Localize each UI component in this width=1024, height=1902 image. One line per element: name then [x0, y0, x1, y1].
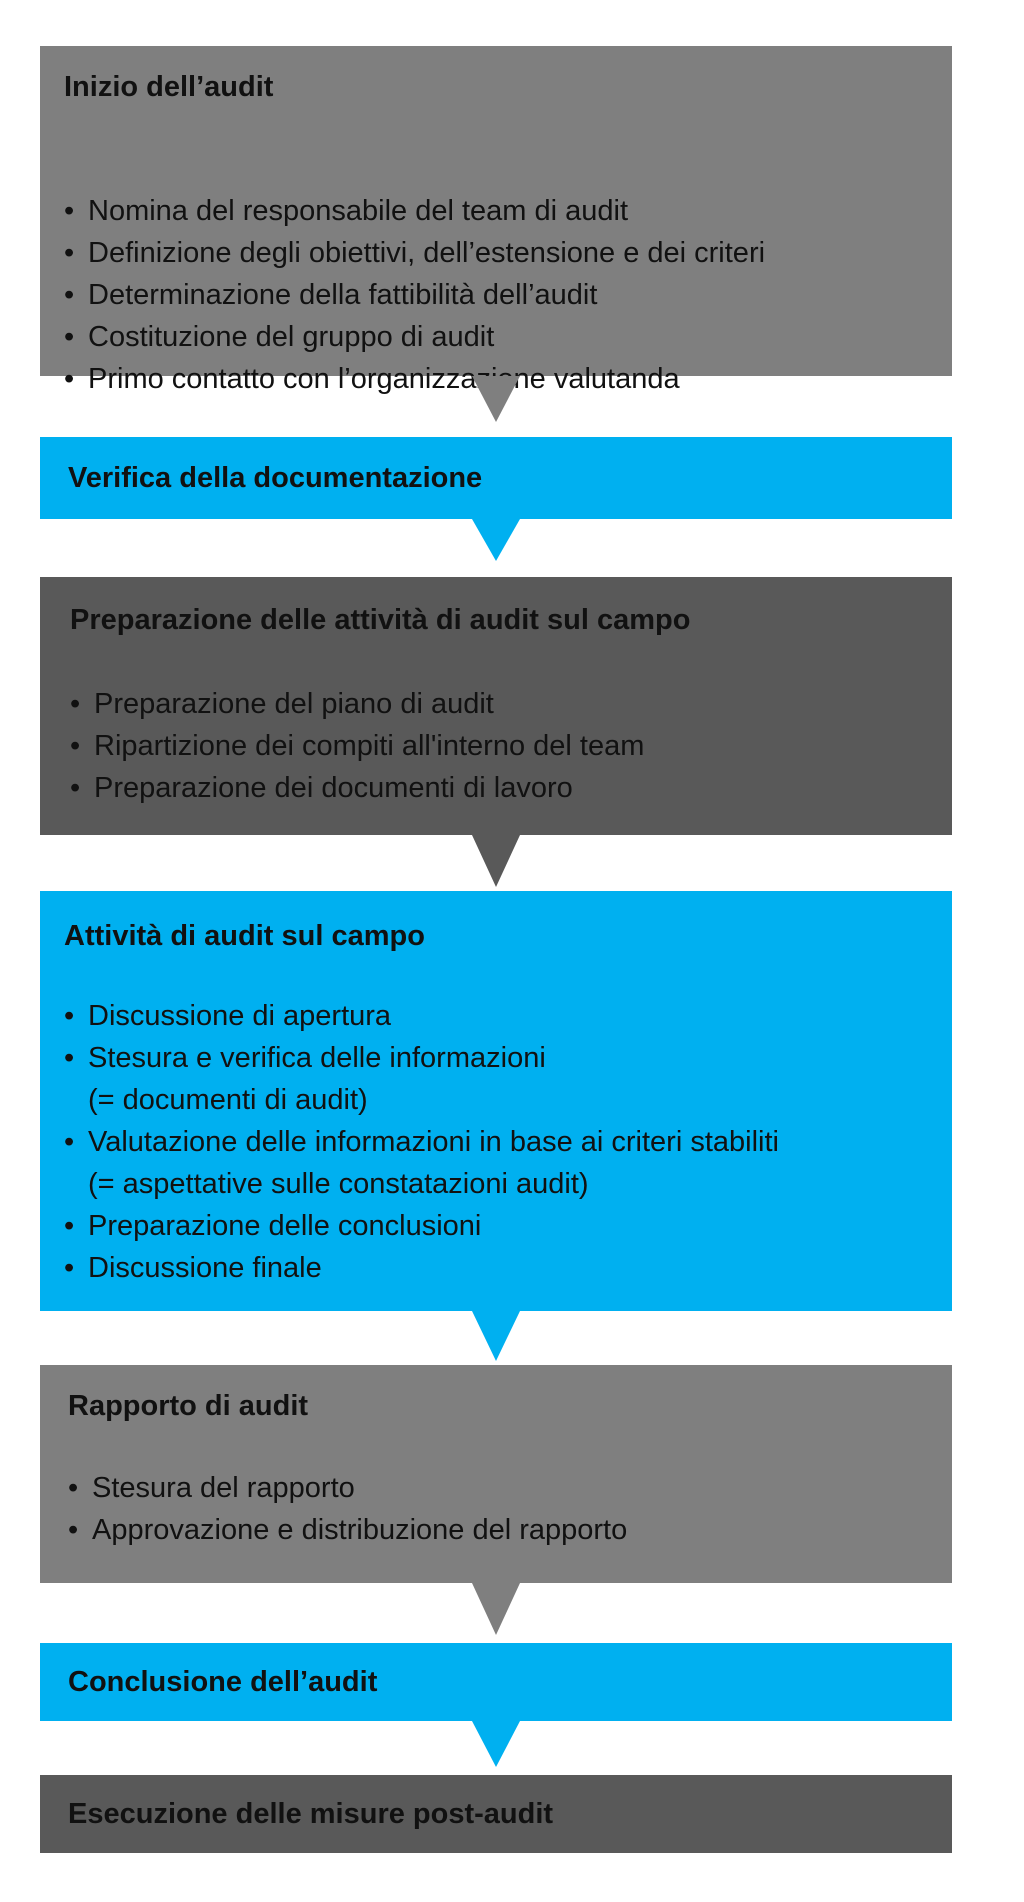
- step-documentation-review: [40, 437, 952, 519]
- list-item: • Discussione di apertura: [64, 1000, 392, 1032]
- list-item: • Stesura del rapporto: [68, 1472, 355, 1504]
- step-title: Conclusione dell’audit: [68, 1666, 378, 1698]
- flow-arrow: [472, 376, 520, 422]
- list-item: • Definizione degli obiettivi, dell’estensione e dei criteri: [64, 237, 766, 269]
- list-item-continuation: (= aspettative sulle constatazioni audit): [88, 1168, 589, 1200]
- step-title: Rapporto di audit: [68, 1390, 309, 1422]
- step-title: Inizio dell’audit: [64, 71, 274, 103]
- step-title: Verifica della documentazione: [68, 462, 483, 494]
- step-field-activities: [40, 891, 952, 1311]
- list-item: • Valutazione delle informazioni in base ai criteri stabiliti: [64, 1126, 779, 1158]
- step-audit-start: [40, 46, 952, 395]
- step-title: Attività di audit sul campo: [64, 920, 425, 952]
- step-field-preparation: [40, 577, 952, 835]
- list-item: • Preparazione dei documenti di lavoro: [70, 772, 573, 804]
- list-item: • Approvazione e distribuzione del rapporto: [68, 1514, 628, 1546]
- list-item: • Costituzione del gruppo di audit: [64, 321, 495, 353]
- list-item: • Stesura e verifica delle informazioni: [64, 1042, 546, 1074]
- list-item: • Determinazione della fattibilità dell’audit: [64, 279, 598, 311]
- step-items: [64, 995, 779, 1289]
- step-title: Preparazione delle attività di audit sul campo: [70, 604, 691, 636]
- step-audit-conclusion: [40, 1643, 952, 1721]
- list-item: • Discussione finale: [64, 1252, 322, 1284]
- flow-arrow: [472, 1721, 520, 1767]
- step-title: Esecuzione delle misure post-audit: [68, 1798, 554, 1830]
- list-item: • Preparazione del piano di audit: [70, 688, 494, 720]
- step-post-audit-measures: [40, 1775, 952, 1853]
- step-items: [70, 683, 644, 809]
- step-items: [64, 190, 765, 400]
- step-audit-report: [40, 1365, 952, 1583]
- step-items: [68, 1467, 627, 1551]
- list-item-continuation: (= documenti di audit): [88, 1084, 368, 1116]
- flow-arrow: [472, 1311, 520, 1361]
- list-item: • Primo contatto con l’organizzazione valutanda: [64, 363, 680, 395]
- flow-arrow: [472, 1583, 520, 1635]
- flow-arrow: [472, 835, 520, 887]
- list-item: • Nomina del responsabile del team di audit: [64, 195, 629, 227]
- flow-arrow: [472, 519, 520, 561]
- list-item: • Preparazione delle conclusioni: [64, 1210, 482, 1242]
- list-item: • Ripartizione dei compiti all'interno del team: [70, 730, 645, 762]
